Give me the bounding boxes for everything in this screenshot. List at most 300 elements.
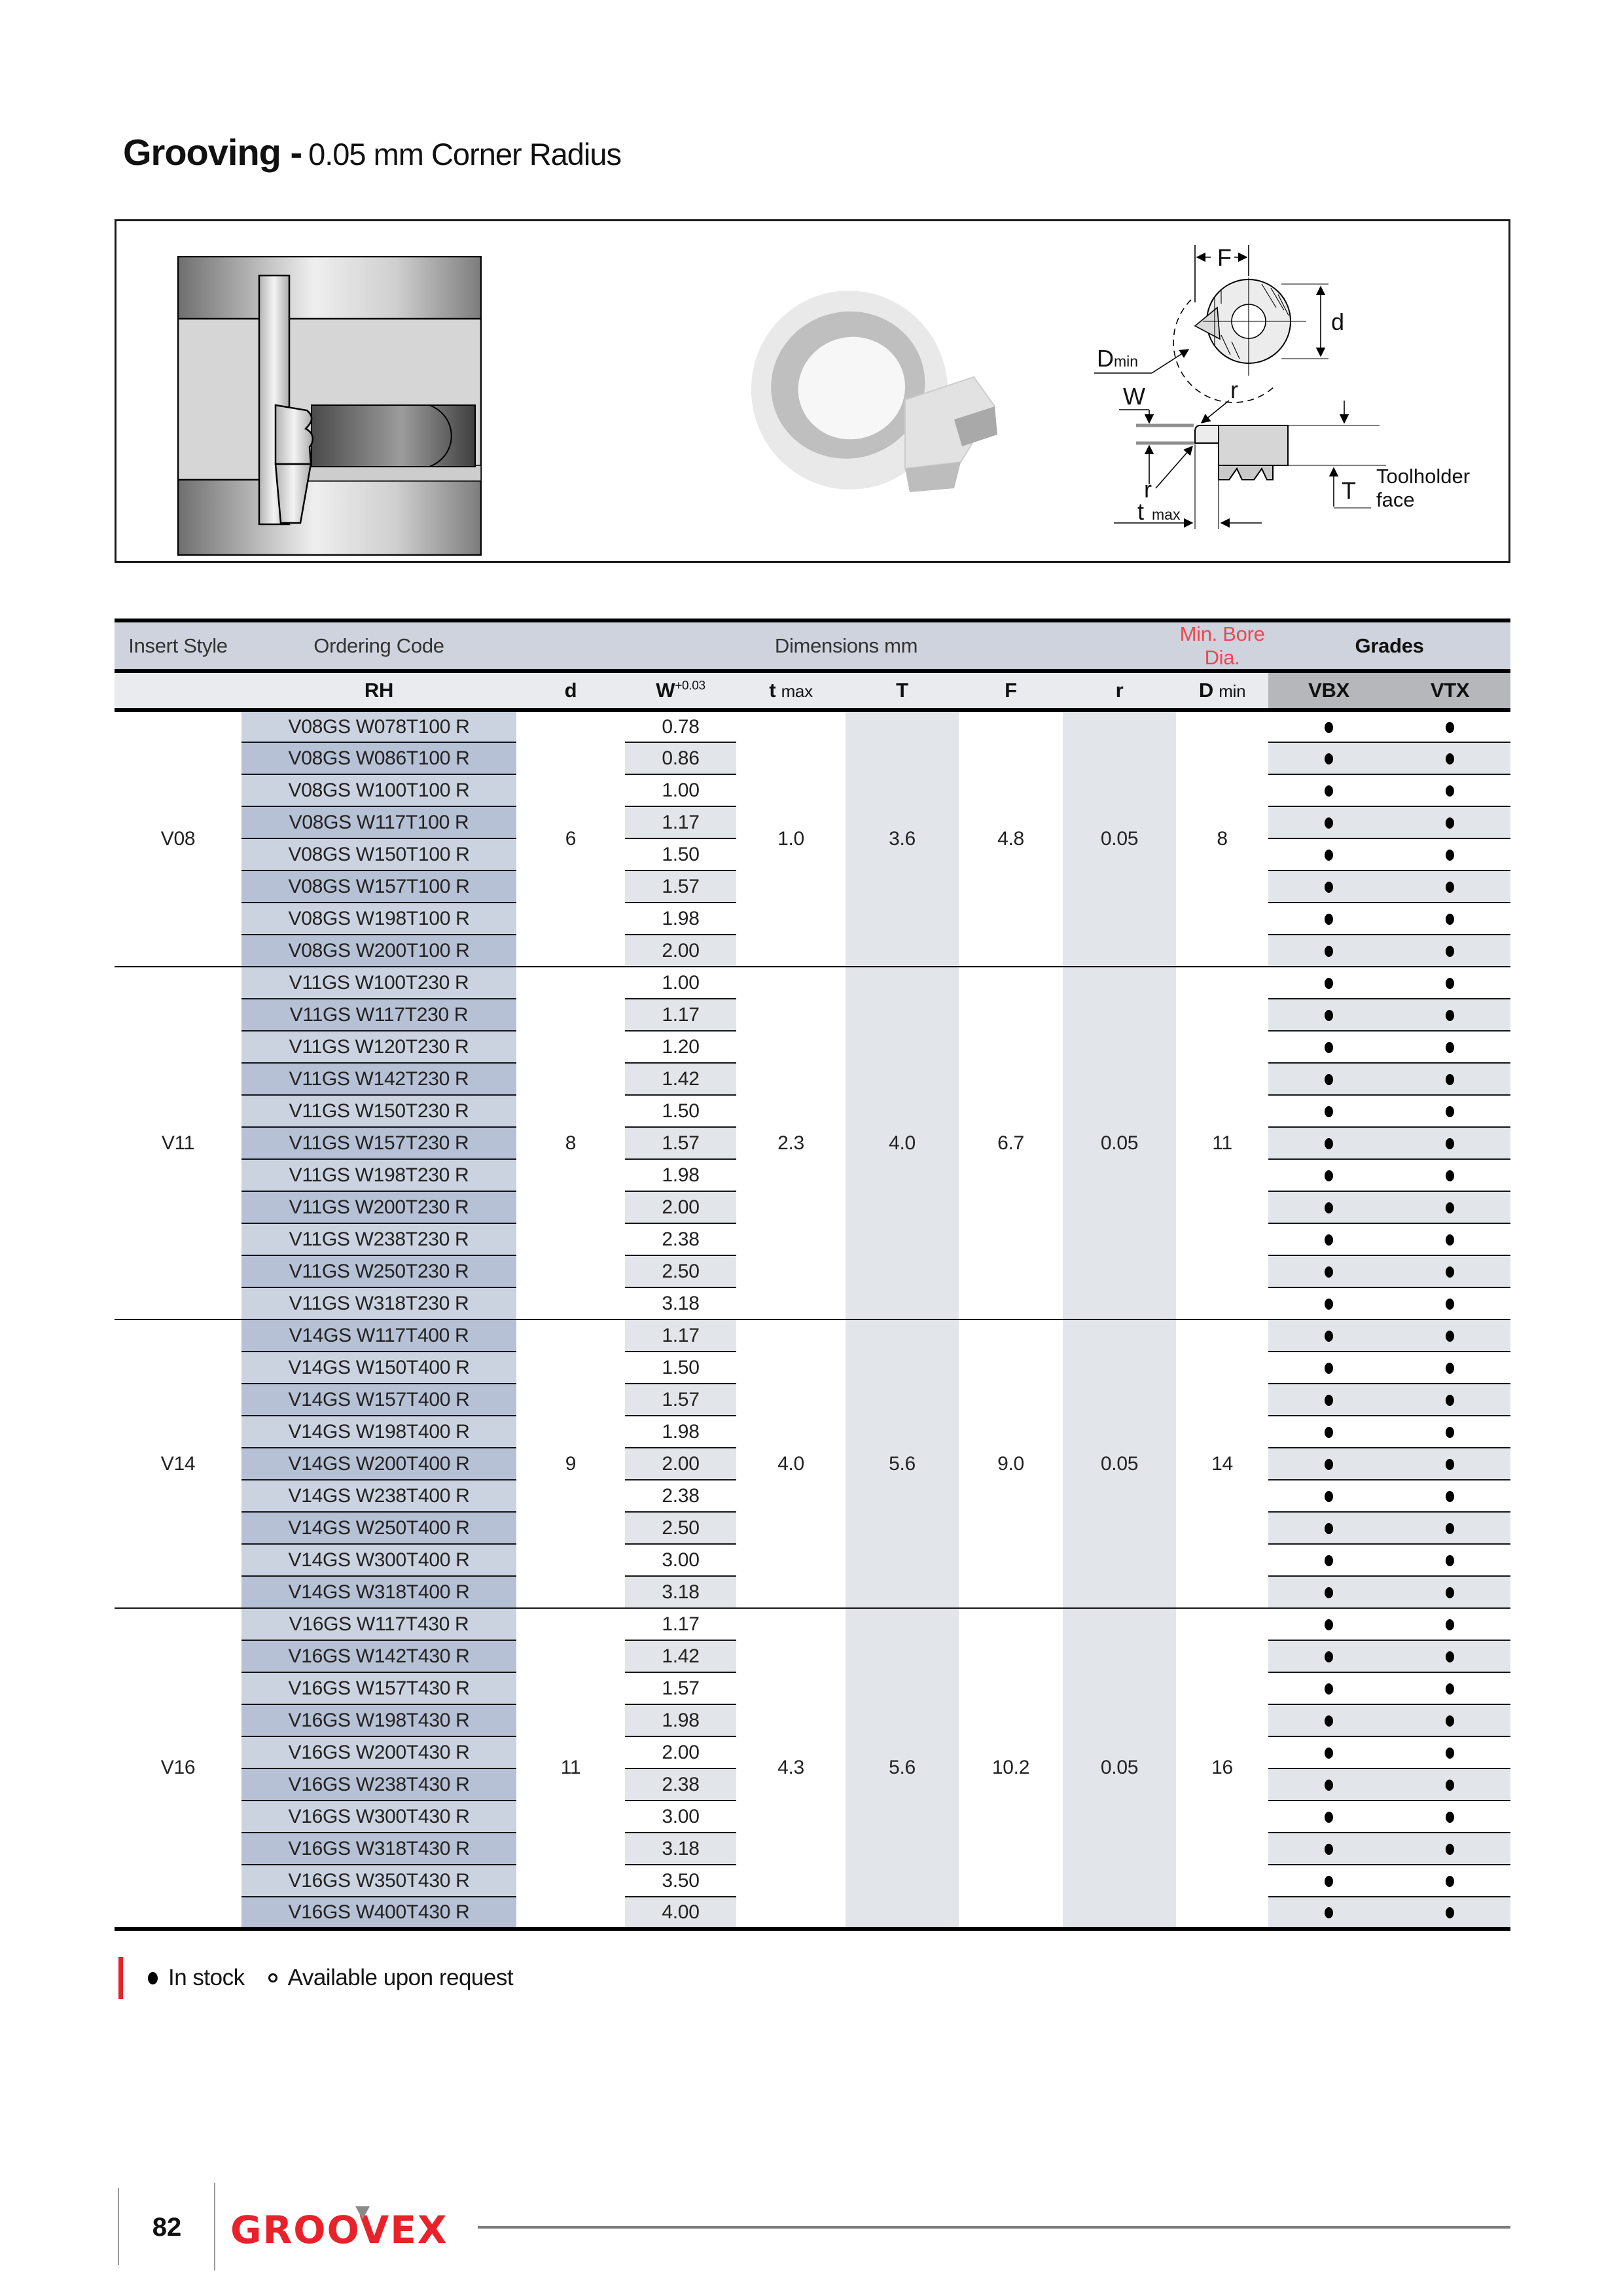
grade-vbx-cell xyxy=(1268,935,1389,967)
in-stock-dot-icon xyxy=(1325,1683,1333,1695)
grade-vtx-cell xyxy=(1389,1319,1510,1352)
ordering-code-cell: V16GS W198T430 R xyxy=(241,1704,516,1736)
in-stock-dot-icon xyxy=(1325,1715,1333,1727)
grade-vbx-cell xyxy=(1268,967,1389,999)
ordering-code-cell: V08GS W157T100 R xyxy=(241,870,516,903)
dim-w-cell: 1.98 xyxy=(625,1159,736,1191)
dim-T-cell: 3.6 xyxy=(846,710,959,967)
ordering-code-cell: V16GS W400T430 R xyxy=(241,1897,516,1929)
ordering-code-cell: V08GS W100T100 R xyxy=(241,774,516,806)
grade-vbx-cell xyxy=(1268,1159,1389,1191)
grade-vtx-cell xyxy=(1389,1801,1510,1833)
grade-vbx-cell xyxy=(1268,806,1389,838)
dim-w-cell: 3.18 xyxy=(625,1287,736,1319)
grade-vtx-cell xyxy=(1389,1736,1510,1768)
grade-vbx-cell xyxy=(1268,870,1389,903)
header-blank xyxy=(115,671,241,710)
cross-section-illustration xyxy=(177,256,482,556)
in-stock-dot-icon xyxy=(1325,882,1333,893)
dim-T-cell: 5.6 xyxy=(846,1319,959,1608)
in-stock-dot-icon xyxy=(1446,1748,1454,1759)
ordering-code-cell: V11GS W250T230 R xyxy=(241,1255,516,1287)
stock-legend xyxy=(118,1957,513,1999)
grade-vbx-cell xyxy=(1268,903,1389,935)
legend-in-stock-label: In stock xyxy=(168,1965,245,1990)
in-stock-dot-icon xyxy=(1446,1876,1454,1887)
dim-r-cell: 0.05 xyxy=(1063,967,1176,1319)
grade-vtx-cell xyxy=(1389,903,1510,935)
dim-w-cell: 2.00 xyxy=(625,1448,736,1480)
dim-w-cell: 1.42 xyxy=(625,1063,736,1095)
grade-vbx-cell xyxy=(1268,1480,1389,1512)
dim-tmax-cell: 4.3 xyxy=(736,1608,846,1929)
grade-vtx-cell xyxy=(1389,1768,1510,1801)
grade-vbx-cell xyxy=(1268,1833,1389,1865)
dim-w-cell: 3.18 xyxy=(625,1833,736,1865)
table-header-row-groups xyxy=(115,620,1510,671)
grade-vtx-cell xyxy=(1389,710,1510,742)
grade-vtx-cell xyxy=(1389,838,1510,870)
grade-vtx-cell xyxy=(1389,1608,1510,1640)
dim-w-cell: 1.17 xyxy=(625,1608,736,1640)
grade-vbx-cell xyxy=(1268,1448,1389,1480)
ordering-code-cell: V16GS W200T430 R xyxy=(241,1736,516,1768)
ordering-code-cell: V16GS W300T430 R xyxy=(241,1801,516,1833)
grade-vtx-cell xyxy=(1389,1384,1510,1416)
dim-d-cell: 8 xyxy=(516,967,625,1319)
table-row xyxy=(115,710,1510,742)
legend-available-label: Available upon request xyxy=(287,1965,514,1990)
in-stock-dot-icon xyxy=(1446,1138,1454,1149)
toolholder-face-label-1: Toolholder xyxy=(1376,465,1471,488)
ordering-code-cell: V08GS W078T100 R xyxy=(241,710,516,742)
grade-vbx-cell xyxy=(1268,1640,1389,1672)
technical-drawing xyxy=(1046,226,1507,560)
in-stock-dot-icon xyxy=(1325,1812,1333,1823)
grade-vtx-cell xyxy=(1389,1159,1510,1191)
dim-w-cell: 2.50 xyxy=(625,1512,736,1544)
in-stock-dot-icon xyxy=(1446,1587,1454,1598)
brand-logo-triangle-icon xyxy=(355,2206,370,2219)
ordering-code-cell: V14GS W300T400 R xyxy=(241,1544,516,1576)
in-stock-dot-icon xyxy=(1446,1042,1454,1053)
in-stock-dot-icon xyxy=(1325,914,1333,925)
in-stock-dot-icon xyxy=(1446,1651,1454,1662)
header-vtx: VTX xyxy=(1389,671,1510,710)
in-stock-dot-icon xyxy=(1325,1170,1333,1181)
in-stock-dot-icon xyxy=(1446,1170,1454,1181)
in-stock-dot-icon xyxy=(1325,1907,1333,1918)
in-stock-dot-icon xyxy=(1446,1266,1454,1278)
dim-w-cell: 1.17 xyxy=(625,1319,736,1352)
grade-vtx-cell xyxy=(1389,806,1510,838)
dim-w-cell: 1.42 xyxy=(625,1640,736,1672)
in-stock-dot-icon xyxy=(1446,946,1454,957)
in-stock-dot-icon xyxy=(1446,914,1454,925)
ordering-code-cell: V08GS W086T100 R xyxy=(241,742,516,774)
dim-label-d: d xyxy=(1331,308,1345,335)
header-T: T xyxy=(846,671,959,710)
grade-vtx-cell xyxy=(1389,870,1510,903)
in-stock-dot-icon xyxy=(1446,1523,1454,1534)
dim-w-cell: 0.86 xyxy=(625,742,736,774)
in-stock-dot-icon xyxy=(1325,1427,1333,1438)
dim-Dmin-cell: 14 xyxy=(1176,1319,1268,1608)
in-stock-dot-icon xyxy=(1325,1523,1333,1534)
in-stock-dot-icon xyxy=(1325,1074,1333,1085)
grade-vtx-cell xyxy=(1389,1223,1510,1255)
in-stock-dot-icon xyxy=(1446,882,1454,893)
ordering-code-cell: V11GS W318T230 R xyxy=(241,1287,516,1319)
in-stock-dot-icon xyxy=(1446,1234,1454,1246)
in-stock-dot-icon xyxy=(1446,1363,1454,1374)
header-vbx: VBX xyxy=(1268,671,1389,710)
dim-w-cell: 1.98 xyxy=(625,1704,736,1736)
in-stock-dot-icon xyxy=(1446,1427,1454,1438)
ordering-code-cell: V11GS W142T230 R xyxy=(241,1063,516,1095)
grade-vtx-cell xyxy=(1389,935,1510,967)
dim-w-cell: 3.00 xyxy=(625,1801,736,1833)
insert-style-cell: V14 xyxy=(115,1319,241,1608)
grade-vtx-cell xyxy=(1389,1095,1510,1127)
in-stock-dot-icon xyxy=(1446,1907,1454,1918)
grade-vbx-cell xyxy=(1268,1576,1389,1608)
in-stock-dot-icon xyxy=(1446,1074,1454,1085)
in-stock-dot-icon xyxy=(1446,1202,1454,1213)
grade-vtx-cell xyxy=(1389,1833,1510,1865)
grade-vbx-cell xyxy=(1268,1768,1389,1801)
dim-w-cell: 1.57 xyxy=(625,1384,736,1416)
dim-w-cell: 1.17 xyxy=(625,806,736,838)
dim-r-cell: 0.05 xyxy=(1063,1608,1176,1929)
grade-vbx-cell xyxy=(1268,1512,1389,1544)
ordering-code-cell: V11GS W117T230 R xyxy=(241,999,516,1031)
dim-w-cell: 3.50 xyxy=(625,1865,736,1897)
grade-vtx-cell xyxy=(1389,1255,1510,1287)
grade-vtx-cell xyxy=(1389,1544,1510,1576)
in-stock-dot-icon xyxy=(1325,1363,1333,1374)
dim-tmax-cell: 1.0 xyxy=(777,828,804,850)
grade-vtx-cell xyxy=(1389,1512,1510,1544)
diagram-box xyxy=(115,219,1510,563)
dim-d-cell: 11 xyxy=(516,1608,625,1929)
grade-vtx-cell xyxy=(1389,967,1510,999)
grade-vtx-cell xyxy=(1389,1031,1510,1063)
dim-label-dmin-suffix: min xyxy=(1114,353,1139,370)
ordering-code-cell: V16GS W157T430 R xyxy=(241,1672,516,1704)
grade-vbx-cell xyxy=(1268,742,1389,774)
header-w: $W^{+0.03}$ xyxy=(625,671,736,710)
grade-vbx-cell xyxy=(1268,1095,1389,1127)
in-stock-dot-icon xyxy=(1325,785,1333,797)
ordering-code-cell: V14GS W200T400 R xyxy=(241,1448,516,1480)
dim-label-r-bottom: r xyxy=(1144,476,1152,503)
in-stock-dot-icon xyxy=(1325,1010,1333,1021)
page-title xyxy=(123,131,621,173)
dim-w-cell: 1.00 xyxy=(625,774,736,806)
insert-style-cell: V08 xyxy=(160,828,196,850)
in-stock-dot-icon xyxy=(1446,1715,1454,1727)
dim-w-cell: 1.98 xyxy=(625,1416,736,1448)
dim-w-cell: 2.00 xyxy=(625,1191,736,1223)
ordering-code-cell: V11GS W238T230 R xyxy=(241,1223,516,1255)
in-stock-dot-icon xyxy=(1325,1459,1333,1470)
grade-vbx-cell xyxy=(1268,1544,1389,1576)
grade-vbx-cell xyxy=(1268,1319,1389,1352)
in-stock-dot-icon xyxy=(1446,1010,1454,1021)
dim-label-r-top: r xyxy=(1230,376,1238,403)
ordering-code-cell: V16GS W350T430 R xyxy=(241,1865,516,1897)
grade-vtx-cell xyxy=(1389,999,1510,1031)
in-stock-dot-icon xyxy=(1325,1299,1333,1310)
in-stock-dot-icon xyxy=(1446,1106,1454,1117)
page-footer xyxy=(0,2183,1623,2274)
header-rh: RH xyxy=(241,671,516,710)
grade-vbx-cell xyxy=(1268,710,1389,742)
header-dimensions: Dimensions mm xyxy=(516,620,1176,671)
grade-vbx-cell xyxy=(1268,1223,1389,1255)
in-stock-dot-icon xyxy=(1325,978,1333,989)
header-ordering-code: Ordering Code xyxy=(241,620,516,671)
ordering-code-cell: V08GS W198T100 R xyxy=(241,903,516,935)
ordering-code-cell: V14GS W318T400 R xyxy=(241,1576,516,1608)
ordering-code-cell: V08GS W200T100 R xyxy=(241,935,516,967)
dim-w-cell: 2.50 xyxy=(625,1255,736,1287)
table-row xyxy=(115,967,1510,999)
grade-vbx-cell xyxy=(1268,999,1389,1031)
table-row xyxy=(115,1608,1510,1640)
table-header-row-columns xyxy=(115,671,1510,710)
grade-vbx-cell xyxy=(1268,1897,1389,1929)
in-stock-dot-icon xyxy=(1325,817,1333,829)
in-stock-dot-icon xyxy=(1325,1331,1333,1342)
in-stock-dot-icon xyxy=(1325,1619,1333,1630)
grade-vbx-cell xyxy=(1268,1865,1389,1897)
dim-F-cell: 4.8 xyxy=(997,828,1024,850)
in-stock-dot-icon xyxy=(1325,1876,1333,1887)
grade-vbx-cell xyxy=(1268,774,1389,806)
ordering-code-cell: V14GS W117T400 R xyxy=(241,1319,516,1352)
grade-vbx-cell xyxy=(1268,1127,1389,1159)
grade-vtx-cell xyxy=(1389,1416,1510,1448)
ordering-code-cell: V14GS W157T400 R xyxy=(241,1384,516,1416)
dim-r-cell: 0.05 xyxy=(1063,710,1176,967)
in-stock-dot-icon xyxy=(1446,1555,1454,1566)
footer-rule xyxy=(478,2226,1510,2229)
in-stock-dot-icon xyxy=(1446,1331,1454,1342)
ordering-code-cell: V11GS W100T230 R xyxy=(241,967,516,999)
header-d: d xyxy=(516,671,625,710)
in-stock-dot-icon xyxy=(1325,1234,1333,1246)
grade-vbx-cell xyxy=(1268,1672,1389,1704)
footer-divider-left xyxy=(118,2188,119,2265)
header-F: F xyxy=(959,671,1063,710)
in-stock-dot-icon xyxy=(1325,850,1333,861)
catalog-table xyxy=(115,619,1510,1931)
ordering-code-cell: V11GS W120T230 R xyxy=(241,1031,516,1063)
grade-vtx-cell xyxy=(1389,1672,1510,1704)
in-stock-dot-icon xyxy=(1325,946,1333,957)
in-stock-dot-icon xyxy=(1446,1683,1454,1695)
ordering-code-cell: V16GS W238T430 R xyxy=(241,1768,516,1801)
dim-w-cell: 2.38 xyxy=(625,1480,736,1512)
dim-Dmin-cell: 11 xyxy=(1176,967,1268,1319)
toolholder-face-label-2: face xyxy=(1376,488,1415,511)
grade-vbx-cell xyxy=(1268,1191,1389,1223)
dim-w-cell: 1.00 xyxy=(625,967,736,999)
page-title-sub: 0.05 mm Corner Radius xyxy=(308,137,622,171)
ordering-code-cell: V16GS W117T430 R xyxy=(241,1608,516,1640)
in-stock-dot-icon xyxy=(1446,1844,1454,1855)
grade-vbx-cell xyxy=(1268,1063,1389,1095)
ordering-code-cell: V14GS W238T400 R xyxy=(241,1480,516,1512)
in-stock-dot-icon xyxy=(1446,753,1454,764)
ordering-code-cell: V08GS W150T100 R xyxy=(241,838,516,870)
dim-w-cell: 3.00 xyxy=(625,1544,736,1576)
in-stock-dot-icon xyxy=(1446,817,1454,829)
in-stock-dot-icon xyxy=(1325,1138,1333,1149)
page-title-main: Grooving - xyxy=(123,132,302,173)
grade-vtx-cell xyxy=(1389,1704,1510,1736)
dim-label-t-suffix: max xyxy=(1152,506,1181,523)
dim-w-cell: 1.57 xyxy=(625,1672,736,1704)
grade-vbx-cell xyxy=(1268,1801,1389,1833)
grade-vtx-cell xyxy=(1389,1063,1510,1095)
dim-tmax-cell: 4.0 xyxy=(736,1319,846,1608)
dim-Dmin-cell: 8 xyxy=(1217,828,1228,850)
grade-vbx-cell xyxy=(1268,1704,1389,1736)
grade-vbx-cell xyxy=(1268,1031,1389,1063)
dim-T-cell: 4.0 xyxy=(846,967,959,1319)
dim-d-cell: 9 xyxy=(516,1319,625,1608)
ordering-code-cell: V11GS W157T230 R xyxy=(241,1127,516,1159)
dim-w-cell: 2.00 xyxy=(625,1736,736,1768)
dim-label-w: W xyxy=(1123,383,1145,410)
in-stock-dot-icon xyxy=(1325,1651,1333,1662)
ordering-code-cell: V11GS W150T230 R xyxy=(241,1095,516,1127)
in-stock-dot-icon xyxy=(1446,1299,1454,1310)
ordering-code-cell: V11GS W198T230 R xyxy=(241,1159,516,1191)
dim-w-cell: 2.00 xyxy=(625,935,736,967)
in-stock-dot-icon xyxy=(1446,1780,1454,1791)
in-stock-dot-icon xyxy=(1325,1587,1333,1598)
dim-w-cell: 2.38 xyxy=(625,1768,736,1801)
available-circle-icon xyxy=(268,1973,277,1982)
insert-3d-render xyxy=(738,272,1000,514)
in-stock-dot-icon xyxy=(1446,1812,1454,1823)
dim-w-cell: 1.17 xyxy=(625,999,736,1031)
ordering-code-cell: V14GS W150T400 R xyxy=(241,1352,516,1384)
dim-w-cell: 1.50 xyxy=(625,1095,736,1127)
grade-vtx-cell xyxy=(1389,1448,1510,1480)
in-stock-dot-icon xyxy=(1325,1491,1333,1502)
grade-vtx-cell xyxy=(1389,1191,1510,1223)
header-r: r xyxy=(1063,671,1176,710)
in-stock-dot-icon xyxy=(1446,785,1454,797)
grade-vbx-cell xyxy=(1268,838,1389,870)
dim-label-dmin: D xyxy=(1097,345,1114,372)
ordering-code-cell: V16GS W318T430 R xyxy=(241,1833,516,1865)
dim-w-cell: 2.38 xyxy=(625,1223,736,1255)
dim-F-cell: 10.2 xyxy=(959,1608,1063,1929)
brand-logo: GROOVEX xyxy=(230,2208,448,2252)
grade-vtx-cell xyxy=(1389,1352,1510,1384)
grade-vbx-cell xyxy=(1268,1736,1389,1768)
grade-vbx-cell xyxy=(1268,1255,1389,1287)
dim-w-cell: 1.50 xyxy=(625,1352,736,1384)
dim-r-cell: 0.05 xyxy=(1063,1319,1176,1608)
dim-w-cell: 1.57 xyxy=(625,1127,736,1159)
in-stock-dot-icon xyxy=(1325,1106,1333,1117)
footer-divider-right xyxy=(214,2183,215,2270)
grade-vbx-cell xyxy=(1268,1416,1389,1448)
ordering-code-cell: V11GS W200T230 R xyxy=(241,1191,516,1223)
ordering-code-cell: V16GS W142T430 R xyxy=(241,1640,516,1672)
grade-vtx-cell xyxy=(1389,1897,1510,1929)
ordering-code-cell: V14GS W198T400 R xyxy=(241,1416,516,1448)
insert-style-cell: V16 xyxy=(115,1608,241,1929)
header-min-bore: Min. Bore Dia. xyxy=(1176,620,1268,671)
grade-vtx-cell xyxy=(1389,742,1510,774)
in-stock-dot-icon xyxy=(1446,1395,1454,1406)
page-number: 82 xyxy=(152,2213,182,2242)
header-grades: Grades xyxy=(1268,620,1510,671)
in-stock-dot-icon xyxy=(1325,1266,1333,1278)
in-stock-dot-icon xyxy=(1446,850,1454,861)
insert-style-cell: V11 xyxy=(115,967,241,1319)
dim-w-cell: 0.78 xyxy=(625,710,736,742)
ordering-code-cell: V08GS W117T100 R xyxy=(241,806,516,838)
grade-vtx-cell xyxy=(1389,774,1510,806)
header-insert-style: Insert Style xyxy=(115,620,241,671)
dim-label-t: t xyxy=(1137,498,1145,525)
dim-w-cell: 1.50 xyxy=(625,838,736,870)
in-stock-dot-icon xyxy=(1446,1459,1454,1470)
in-stock-dot-icon xyxy=(1325,1780,1333,1791)
dim-label-f: F xyxy=(1217,244,1232,271)
grade-vtx-cell xyxy=(1389,1287,1510,1319)
grade-vbx-cell xyxy=(1268,1384,1389,1416)
in-stock-dot-icon xyxy=(1325,1395,1333,1406)
in-stock-dot-icon xyxy=(1446,722,1454,733)
dim-w-cell: 3.18 xyxy=(625,1576,736,1608)
in-stock-dot-icon xyxy=(1446,1619,1454,1630)
dim-label-tt: T xyxy=(1342,477,1356,504)
in-stock-dot-icon xyxy=(1325,1555,1333,1566)
in-stock-dot-icon xyxy=(1446,1491,1454,1502)
ordering-code-cell: V14GS W250T400 R xyxy=(241,1512,516,1544)
in-stock-dot-icon xyxy=(1325,753,1333,764)
dim-F-cell: 6.7 xyxy=(959,967,1063,1319)
dim-d-cell: 6 xyxy=(565,828,577,850)
in-stock-dot-icon xyxy=(1325,1042,1333,1053)
grade-vtx-cell xyxy=(1389,1480,1510,1512)
dim-w-cell: 4.00 xyxy=(625,1897,736,1929)
header-tmax: t max xyxy=(736,671,846,710)
in-stock-dot-icon xyxy=(148,1972,158,1984)
grade-vtx-cell xyxy=(1389,1127,1510,1159)
legend-red-bar xyxy=(118,1957,123,1999)
grade-vtx-cell xyxy=(1389,1865,1510,1897)
table-row xyxy=(115,1319,1510,1352)
in-stock-dot-icon xyxy=(1325,1844,1333,1855)
dim-tmax-cell: 2.3 xyxy=(736,967,846,1319)
in-stock-dot-icon xyxy=(1446,978,1454,989)
in-stock-dot-icon xyxy=(1325,1202,1333,1213)
dim-w-cell: 1.20 xyxy=(625,1031,736,1063)
grade-vtx-cell xyxy=(1389,1640,1510,1672)
dim-T-cell: 5.6 xyxy=(846,1608,959,1929)
